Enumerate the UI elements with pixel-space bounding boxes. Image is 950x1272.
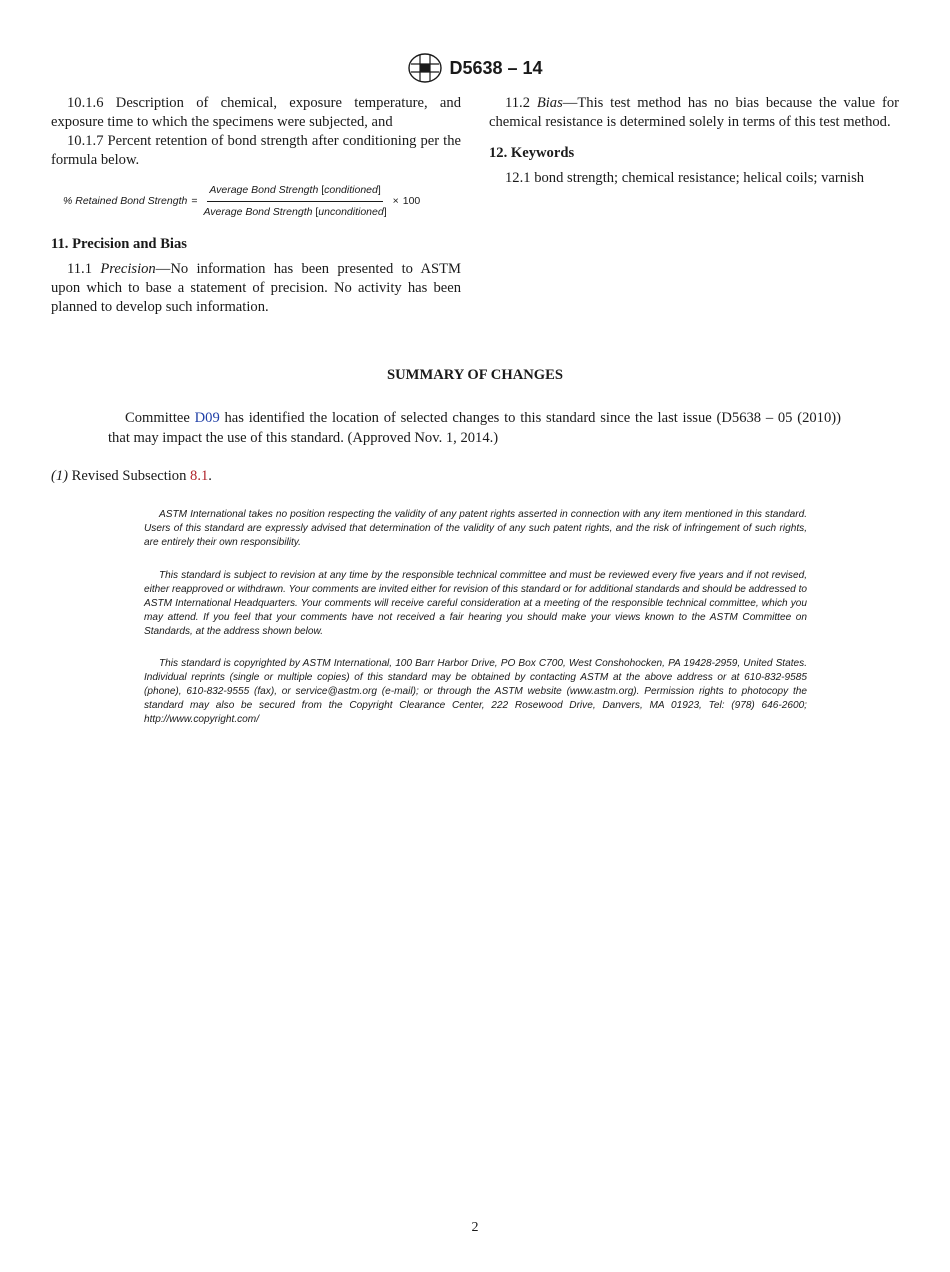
summary-body [108, 408, 841, 448]
bracket-close: ] [383, 206, 387, 218]
formula-denominator [201, 202, 388, 222]
patent-notice: ASTM International takes no position respecting the validity of any patent rights asserted in connection with any item mentioned in this standard. Users of this standard are expressly advised that determination of the validity of any such patent rights, and the risk of infringement of such rights, are entirely their own responsibility. [144, 509, 807, 548]
standard-designation: D5638 – 14 [449, 57, 543, 78]
denominator-arg: unconditioned [318, 206, 384, 218]
paragraph-10-1-7: 10.1.7 Percent retention of bond strength after conditioning per the formula below. [51, 133, 461, 168]
revision-item [51, 468, 212, 485]
denominator-text: Average Bond Strength [203, 206, 313, 218]
formula-times: × [392, 195, 399, 207]
left-column [51, 94, 461, 317]
numerator-arg: conditioned [324, 184, 378, 196]
summary-text-suffix: has identified the location of selected changes to this standard since the last issue (D5638 – 05 (2010)) that may impact the use of this standard. (Approved Nov. 1, 2014.) [108, 410, 841, 446]
committee-d09-link[interactable]: D09 [194, 410, 220, 426]
formula-lhs: % Retained Bond Strength [63, 195, 188, 207]
formula-factor: 100 [402, 195, 421, 207]
page-header [0, 52, 950, 84]
term-precision: Precision [100, 261, 156, 277]
formula-numerator [207, 181, 382, 202]
paragraph-10-1-6: 10.1.6 Description of chemical, exposure temperature, and exposure time to which the specimens were subjected, and [51, 95, 461, 130]
summary-text-prefix: Committee [125, 410, 195, 426]
summary-of-changes-title: SUMMARY OF CHANGES [387, 367, 563, 383]
bracket-close: ] [377, 184, 381, 196]
copyright-notice: This standard is copyrighted by ASTM International, 100 Barr Harbor Drive, PO Box C700, West Conshohocken, PA 19428-2959, United States. Individual reprints (single or multiple copies) of this standard may be obtained by contacting ASTM at the above address or at 610-832-9585 (phone), 610-832-9555 (fax), or service@astm.org (e-mail); or through the ASTM website (www.astm.org). Permission rights to photocopy the standard may also be secured from the Copyright Clearance Center, 222 Rosewood Drive, Danvers, MA 01923, Tel: (978) 646-2600; http://www.copyright.com/ [144, 658, 807, 725]
term-bias: Bias [536, 95, 563, 111]
right-column [489, 94, 899, 188]
formula-equals: = [191, 195, 198, 207]
subsection-8-1-link[interactable]: 8.1 [190, 468, 209, 484]
bracket-open: [ [315, 206, 319, 218]
formula-fraction [201, 181, 388, 222]
revision-text: Revised Subsection [68, 468, 191, 484]
section-11-heading: 11. Precision and Bias [51, 236, 187, 252]
revision-marker: (1) [51, 468, 69, 484]
paragraph-11-1 [51, 260, 461, 317]
paragraph-text: —No information has been presented to ASTM upon which to base a statement of precision. No activity has been planned to develop such information. [51, 261, 461, 315]
retention-formula [63, 181, 461, 222]
revision-notice: This standard is subject to revision at any time by the responsible technical committee and must be reviewed every five years and if not revised, either reapproved or withdrawn. Your comments are invited either for revision of this standard or for additional standards and should be addressed to ASTM International Headquarters. Your comments will receive careful consideration at a meeting of the responsible technical committee, which you may attend. If you feel that your comments have not received a fair hearing you should make your views known to the ASTM Committee on Standards, at the address shown below. [144, 570, 808, 637]
numerator-text: Average Bond Strength [209, 184, 319, 196]
paragraph-11-2 [489, 94, 899, 132]
astm-logo-icon [407, 52, 443, 84]
paragraph-number: 11.1 [67, 261, 92, 277]
paragraph-12-1: 12.1 bond strength; chemical resistance; helical coils; varnish [505, 170, 865, 186]
page-number: 2 [471, 1220, 479, 1235]
section-12-heading: 12. Keywords [489, 145, 575, 161]
bracket-open: [ [321, 184, 325, 196]
revision-end: . [208, 468, 212, 484]
paragraph-number: 11.2 [505, 95, 530, 111]
paragraph-text: —This test method has no bias because the value for chemical resistance is determined solely in terms of this test method. [489, 95, 899, 130]
